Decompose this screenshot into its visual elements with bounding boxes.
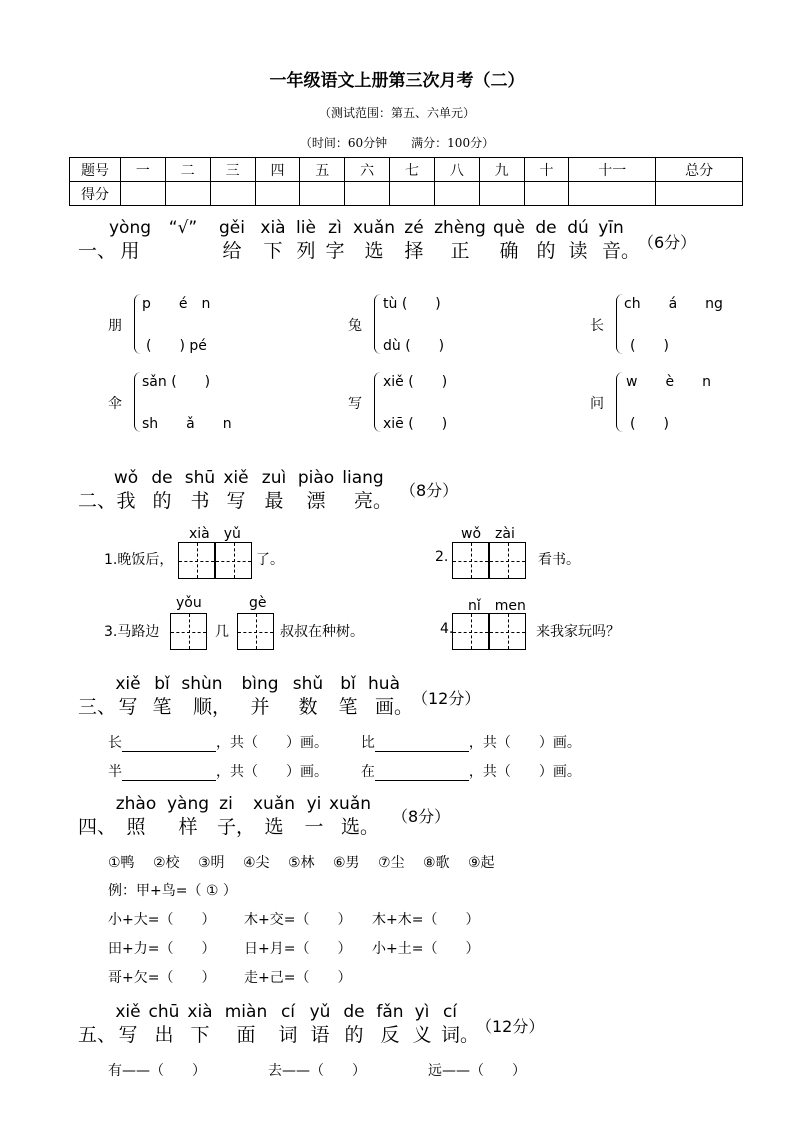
score-cell[interactable] — [479, 182, 524, 206]
question-3-mid: 几 — [215, 624, 229, 640]
question-2-prefix: 2. — [435, 549, 449, 565]
table-cell: 得分 — [70, 182, 121, 206]
hanzi: 一 — [304, 816, 324, 838]
brace-item — [348, 368, 498, 438]
pinyin: xuǎn — [328, 794, 372, 814]
brace-option-bottom[interactable]: dù ( ) — [383, 338, 445, 354]
brace-item — [590, 290, 740, 360]
hanzi: 照 — [126, 816, 146, 838]
pinyin: wǒ — [113, 468, 139, 488]
pinyin: bǐ — [154, 674, 170, 694]
pinyin: yòng — [108, 218, 152, 238]
pinyin: shū — [184, 468, 216, 488]
pinyin: liang — [342, 468, 384, 488]
hanzi: 并 — [250, 696, 270, 718]
table-cell: 三 — [210, 158, 255, 182]
pinyin: yì — [414, 1002, 430, 1022]
compose-item[interactable]: 小+土=（ ） — [372, 941, 480, 957]
hanzi: 最 — [264, 490, 284, 512]
pinyin: shùn — [181, 674, 223, 694]
hanzi: 顺， — [192, 696, 231, 718]
hanzi: 我 — [116, 490, 136, 512]
brace-icon — [374, 372, 381, 432]
question-4-suffix: 来我家玩吗？ — [536, 624, 620, 640]
hanzi: 字 — [325, 240, 345, 262]
section-number: 一、 — [78, 240, 117, 262]
table-cell: 五 — [300, 158, 345, 182]
hanzi: 子， — [216, 816, 255, 838]
score-cell[interactable] — [390, 182, 435, 206]
brace-option-top[interactable]: p é n — [142, 296, 211, 312]
antonym-item[interactable]: 有——（ ） — [108, 1063, 206, 1079]
score-cell[interactable] — [434, 182, 479, 206]
pinyin: zhào — [115, 794, 157, 814]
pinyin: chū — [148, 1002, 180, 1022]
brace-char: 伞 — [108, 396, 122, 412]
writing-grid-box[interactable] — [489, 613, 526, 650]
score-cell[interactable] — [165, 182, 210, 206]
pinyin-hint: wǒ zài — [461, 526, 515, 542]
stroke-row — [108, 732, 581, 752]
hanzi: 样 — [178, 816, 198, 838]
antonym-item[interactable]: 去——（ ） — [268, 1063, 366, 1079]
section-2-heading — [78, 468, 738, 518]
hanzi: 的 — [344, 1024, 364, 1046]
pinyin: bǐ — [340, 674, 356, 694]
pinyin: yàng — [166, 794, 210, 814]
hanzi: 音。 — [601, 240, 640, 262]
pinyin: yīn — [598, 218, 624, 238]
hanzi: 亮。 — [353, 490, 392, 512]
brace-icon — [616, 294, 623, 354]
brace-char: 朋 — [108, 318, 122, 334]
pinyin: de — [151, 468, 173, 488]
section-number: 三、 — [78, 696, 117, 718]
time-info: （时间：60分钟 满分：100分） — [299, 136, 495, 150]
section-number: 二、 — [78, 490, 117, 512]
table-cell: 总分 — [656, 158, 743, 182]
question-2-suffix: 看书。 — [538, 552, 580, 568]
blank-line[interactable] — [375, 737, 469, 752]
brace-icon — [374, 294, 381, 354]
pinyin: yǔ — [309, 1002, 331, 1022]
pinyin-hint: gè — [249, 595, 267, 611]
hanzi: 确 — [499, 240, 519, 262]
question-3-prefix: 3.马路边 — [104, 624, 160, 640]
brace-option-top[interactable]: sǎn ( ) — [142, 374, 211, 390]
table-cell: 九 — [479, 158, 524, 182]
section-number: 四、 — [78, 816, 117, 838]
score-cell[interactable] — [210, 182, 255, 206]
brace-option-top[interactable]: w è n — [626, 374, 711, 390]
pinyin-hint: xià yǔ — [189, 526, 241, 542]
pinyin: miàn — [224, 1002, 268, 1022]
score-cell[interactable] — [345, 182, 390, 206]
section-3-heading — [78, 674, 738, 724]
section-5-heading — [78, 1002, 738, 1052]
pinyin: de — [343, 1002, 365, 1022]
hanzi: 选 — [264, 816, 284, 838]
score-cell[interactable] — [121, 182, 166, 206]
score-cell[interactable] — [300, 182, 345, 206]
brace-item — [108, 368, 258, 438]
hanzi: 写 — [118, 696, 138, 718]
compose-item[interactable]: 哥+欠=（ ） — [108, 970, 216, 986]
row-tail: ，共（ ）画。 — [216, 735, 328, 751]
hanzi: 词。 — [440, 1024, 479, 1046]
section-score: （6分） — [638, 233, 697, 252]
pinyin-hint: yǒu — [176, 595, 202, 611]
writing-grid-box[interactable] — [452, 613, 489, 650]
hanzi: 义 — [412, 1024, 432, 1046]
hanzi: 的 — [152, 490, 172, 512]
section-number: 五、 — [78, 1024, 117, 1046]
row-tail: ，共（ ）画。 — [216, 764, 328, 780]
hanzi: 选。 — [340, 816, 379, 838]
hanzi: 正 — [450, 240, 470, 262]
table-cell: 题号 — [70, 158, 121, 182]
hanzi: 读 — [568, 240, 588, 262]
antonym-item[interactable]: 远——（ ） — [428, 1063, 526, 1079]
score-cell[interactable] — [656, 182, 743, 206]
example-line: 例：甲+鸟=（ ① ） — [108, 883, 237, 899]
pinyin: bìng — [241, 674, 279, 694]
pinyin: zi — [219, 794, 233, 814]
blank-line[interactable] — [375, 766, 469, 781]
stroke-row — [108, 761, 581, 781]
pinyin-hint: nǐ men — [468, 598, 526, 614]
pinyin: fǎn — [376, 1002, 404, 1022]
hanzi: 漂 — [306, 490, 326, 512]
brace-icon — [134, 294, 141, 354]
pinyin: huà — [368, 674, 400, 694]
pinyin: xiě — [115, 1002, 141, 1022]
pinyin: cí — [280, 1002, 296, 1022]
question-3-suffix: 叔叔在种树。 — [280, 624, 364, 640]
section-score: （8分） — [400, 481, 459, 500]
blank-line[interactable] — [122, 737, 216, 752]
score-table — [69, 157, 743, 206]
hanzi: 语 — [310, 1024, 330, 1046]
table-cell: 六 — [345, 158, 390, 182]
hanzi: 笔 — [338, 696, 358, 718]
hanzi: 出 — [154, 1024, 174, 1046]
section-score: （12分） — [476, 1017, 545, 1036]
pinyin: gěi — [219, 218, 245, 238]
brace-char: 写 — [348, 396, 362, 412]
hanzi: 下 — [190, 1024, 210, 1046]
score-cell[interactable] — [255, 182, 300, 206]
writing-grid-box[interactable] — [489, 542, 526, 579]
score-cell[interactable] — [569, 182, 656, 206]
blank-line[interactable] — [122, 766, 216, 781]
brace-option-bottom[interactable]: sh ǎ n — [142, 416, 232, 432]
table-cell: 一 — [121, 158, 166, 182]
writing-grid-box[interactable] — [215, 542, 252, 579]
pinyin: xiě — [115, 674, 141, 694]
row-char: 半 — [108, 764, 122, 780]
row-tail: ，共（ ）画。 — [468, 764, 581, 780]
table-cell: 八 — [434, 158, 479, 182]
hanzi: 画。 — [374, 696, 413, 718]
hanzi: 反 — [380, 1024, 400, 1046]
pinyin: zhèng — [434, 218, 486, 238]
section-score: （12分） — [412, 689, 481, 708]
hanzi: 写 — [226, 490, 246, 512]
brace-icon — [134, 372, 141, 432]
pinyin: dú — [567, 218, 589, 238]
hanzi: 面 — [236, 1024, 256, 1046]
brace-icon — [616, 372, 623, 432]
compose-item[interactable]: 走+己=（ ） — [244, 970, 352, 986]
question-4-prefix: 4. — [440, 621, 454, 637]
page-title: 一年级语文上册第三次月考（二） — [269, 71, 525, 91]
section-4-heading — [78, 794, 738, 844]
compose-item[interactable]: 木+木=（ ） — [372, 912, 480, 928]
hanzi: 选 — [364, 240, 384, 262]
options-list: ①鸭 ②校 ③明 ④尖 ⑤林 ⑥男 ⑦尘 ⑧歌 ⑨起 — [108, 855, 495, 871]
compose-item[interactable]: 日+月=（ ） — [244, 941, 352, 957]
brace-char: 问 — [590, 396, 604, 412]
hanzi: 用 — [120, 240, 140, 262]
hanzi: 给 — [222, 240, 242, 262]
writing-grid-box[interactable] — [452, 542, 489, 579]
pinyin: liè — [296, 218, 316, 238]
hanzi: 词 — [278, 1024, 298, 1046]
pinyin: zuì — [261, 468, 287, 488]
brace-char: 长 — [590, 318, 604, 334]
score-table-score-row — [70, 182, 743, 206]
section-score: （8分） — [392, 807, 451, 826]
brace-option-bottom[interactable]: ( ) — [630, 416, 669, 432]
hanzi: 数 — [298, 696, 318, 718]
table-cell: 十一 — [569, 158, 656, 182]
table-cell: 四 — [255, 158, 300, 182]
hanzi: 写 — [118, 1024, 138, 1046]
table-cell: 十 — [524, 158, 569, 182]
score-cell[interactable] — [524, 182, 569, 206]
row-tail: ，共（ ）画。 — [468, 735, 581, 751]
pinyin: què — [492, 218, 526, 238]
score-table-header-row — [70, 158, 743, 182]
pinyin: xuǎn — [252, 794, 296, 814]
pinyin: xià — [260, 218, 286, 238]
brace-char: 兔 — [348, 318, 362, 334]
brace-item — [108, 290, 258, 360]
question-1-suffix: 了。 — [256, 552, 284, 568]
pinyin: xiě — [223, 468, 249, 488]
brace-option-top[interactable]: xiě ( ) — [383, 374, 448, 390]
section-1-heading — [78, 218, 738, 268]
writing-grid-box[interactable] — [170, 613, 207, 650]
hanzi: 择 — [404, 240, 424, 262]
writing-grid-box[interactable] — [237, 613, 274, 650]
hanzi: 书 — [190, 490, 210, 512]
question-1-prefix: 1.晚饭后， — [104, 552, 174, 568]
brace-item — [590, 368, 740, 438]
compose-item[interactable]: 小+大=（ ） — [108, 912, 216, 928]
brace-option-bottom[interactable]: ( ) pé — [146, 338, 207, 354]
pinyin: piào — [297, 468, 335, 488]
pinyin: xuǎn — [352, 218, 396, 238]
brace-option-bottom[interactable]: ( ) — [630, 338, 669, 354]
row-char: 在 — [360, 764, 375, 780]
pinyin: xià — [187, 1002, 213, 1022]
pinyin: zì — [328, 218, 342, 238]
pinyin: shǔ — [292, 674, 324, 694]
compose-item[interactable]: 木+交=（ ） — [244, 912, 352, 928]
brace-option-top[interactable]: ch á ng — [624, 296, 723, 312]
row-char: 长 — [108, 735, 122, 751]
pinyin: yi — [306, 794, 322, 814]
pinyin: zé — [404, 218, 424, 238]
brace-option-bottom[interactable]: xiē ( ) — [383, 416, 448, 432]
hanzi: 下 — [263, 240, 283, 262]
brace-option-top[interactable]: tù ( ) — [383, 296, 441, 312]
compose-item[interactable]: 田+力=（ ） — [108, 941, 216, 957]
hanzi: 笔 — [152, 696, 172, 718]
table-cell: 二 — [165, 158, 210, 182]
brace-item — [348, 290, 498, 360]
hanzi: 的 — [536, 240, 556, 262]
test-range: （测试范围：第五、六单元） — [318, 106, 475, 120]
pinyin: cí — [442, 1002, 458, 1022]
writing-grid-box[interactable] — [178, 542, 215, 579]
pinyin: de — [535, 218, 557, 238]
pinyin: “√” — [168, 218, 198, 238]
hanzi: 列 — [296, 240, 316, 262]
row-char: 比 — [360, 735, 375, 751]
table-cell: 七 — [390, 158, 435, 182]
